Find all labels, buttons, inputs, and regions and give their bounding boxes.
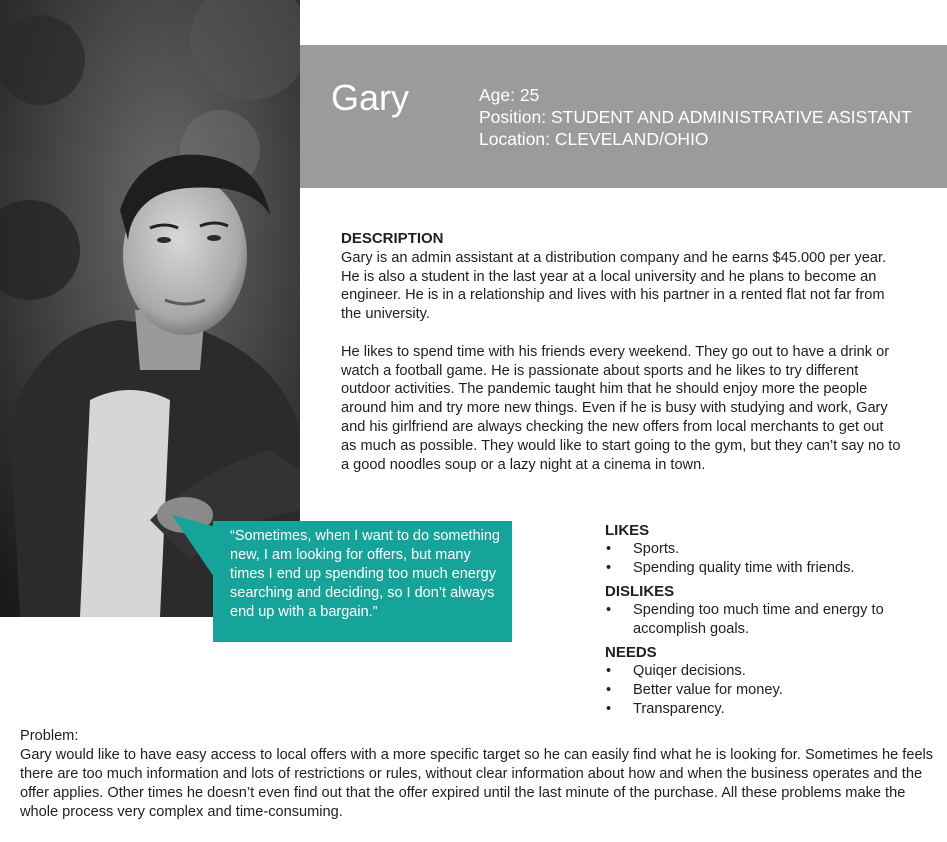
list-item: • Sports. <box>605 540 935 559</box>
quote-bubble <box>213 521 512 642</box>
likes-title: LIKES <box>605 522 650 539</box>
dislikes-list <box>605 601 905 639</box>
list-item: • Better value for money. <box>605 681 935 700</box>
persona-age: Age: 25 <box>479 85 540 105</box>
problem-text: Gary would like to have easy access to local offers with a more specific target so he can easily find what he is looking for. Sometimes he feels there are too much information and lots of restrictions or rules, without clear information about how and when the business operates and the offer applies. Other times he doesn’t even find out that the offer expired until the last minute of the purchase. All these problems make the whole process very complex and time-consuming. <box>20 747 934 820</box>
likes-list <box>605 540 935 578</box>
needs-title: NEEDS <box>605 644 657 661</box>
needs-list <box>605 662 935 719</box>
persona-location: Location: CLEVELAND/OHIO <box>479 129 709 149</box>
dislikes-title: DISLIKES <box>605 583 675 600</box>
quote-bubble-tail <box>172 515 217 585</box>
problem-section <box>20 727 935 822</box>
persona-info <box>479 84 912 150</box>
list-item: • Quiqer decisions. <box>605 662 935 681</box>
problem-title: Problem: <box>20 728 79 744</box>
description-section <box>341 230 901 474</box>
list-item: • Spending too much time and energy to accomplish goals. <box>605 601 905 639</box>
quote-text: “Sometimes, when I want to do something new, I am looking for offers, but many times I end up spending too much energy searching and deciding, so I don’t always end up with a bargain.” <box>230 528 500 620</box>
description-paragraph: Gary is an admin assistant at a distribution company and he earns $45.000 per year. He is also a student in the last year at a local university and he plans to become an engineer. He is in a relationship and lives with his partner in a rented flat not far from the university. <box>341 249 887 323</box>
list-item: • Transparency. <box>605 700 935 719</box>
description-paragraph: He likes to spend time with his friends every weekend. They go out to have a drink or watch a football game. He is passionate about sports and he likes to try different outdoor activities. The pandemic taught him that he should enjoy more the people around him and try more new things. Even if he is busy with studying and work, Gary and his girlfriend are always checking the new offers from local merchants to get out as much as possible. They would like to start going to the gym, but they can’t say no to a good noodles soup or a lazy night at a cinema in town. <box>341 343 901 473</box>
persona-name: Gary <box>331 77 410 118</box>
list-item: • Spending quality time with friends. <box>605 559 935 578</box>
persona-position: Position: STUDENT AND ADMINISTRATIVE ASISTANT <box>479 107 912 127</box>
preferences-section <box>605 521 935 723</box>
description-title: DESCRIPTION <box>341 230 444 247</box>
